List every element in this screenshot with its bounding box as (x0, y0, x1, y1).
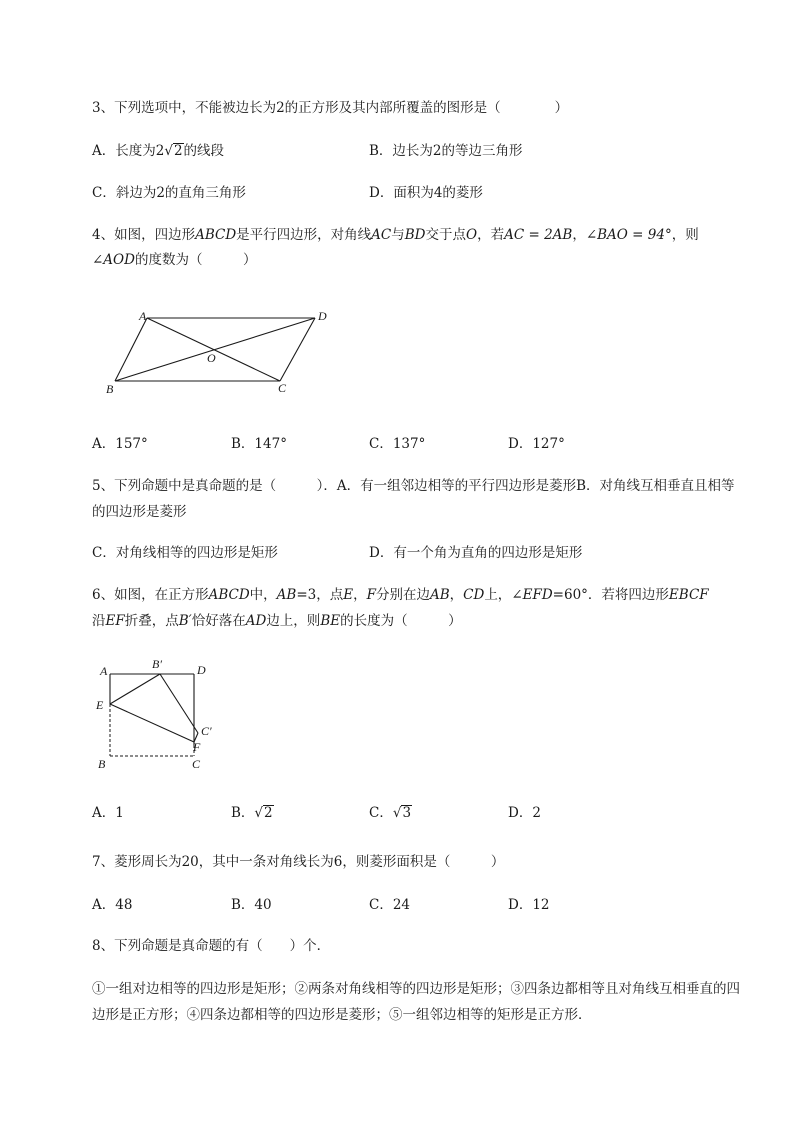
q8-stem: 8、下列命题是真命题的有（ ）个． (92, 938, 331, 954)
q5-option-c: C．对角线相等的四边形是矩形 (92, 545, 278, 561)
q4-option-b: B．147° (231, 436, 287, 452)
q4-label-o: O (207, 351, 216, 365)
q7-option-d: D．12 (508, 897, 550, 913)
q6-label-e: E (96, 698, 104, 712)
q4-side-ab (115, 318, 147, 381)
q7-option-b: B．40 (231, 897, 272, 913)
q8-body: ①一组对边相等的四边形是矩形；②两条对角线相等的四边形是矩形；③四条边都相等且对角线互相垂直的四边形是正方形；④四条边都相等的四边形是菱形；⑤一组邻边相等的矩形是正方形． (92, 981, 740, 1023)
q6-label-f: F (193, 740, 201, 754)
q4-option-c: C．137° (369, 436, 426, 452)
q6-segment-eb-prime (110, 674, 160, 704)
q3-option-a: A．长度为2√2的线段 (92, 143, 225, 159)
q6-label-b-prime: B′ (152, 657, 162, 671)
q4-option-d: D．127° (508, 436, 565, 452)
q6-label-c-prime: C′ (201, 724, 212, 738)
q6-label-a: A (100, 664, 108, 678)
q4-label-d: D (318, 309, 327, 323)
q5-option-d: D．有一个角为直角的四边形是矩形 (369, 545, 583, 561)
q3-option-b: B．边长为2的等边三角形 (369, 143, 523, 159)
q6-label-b: B (98, 757, 106, 771)
q6-stem-line1: 6、如图，在正方形ABCD中，AB=3，点E，F分别在边AB，CD上，∠EFD=60°．若将四边形EBCF (92, 587, 709, 603)
q7-stem: 7、菱形周长为20，其中一条对角线长为6，则菱形面积是（ ） (92, 854, 505, 870)
q3-option-d: D．面积为4的菱形 (369, 185, 483, 201)
q5-stem: 5、下列命题中是真命题的是（ ）．A．有一组邻边相等的平行四边形是菱形B．对角线互相垂直且相等的四边形是菱形 (92, 478, 735, 520)
q6-option-c: C．√3 (369, 805, 412, 821)
q6-option-d: D．2 (508, 805, 541, 821)
q3-stem: 3、下列选项中，不能被边长为2的正方形及其内部所覆盖的图形是（ ） (92, 100, 569, 116)
q4-label-b: B (106, 382, 114, 396)
q4-stem-line1: 4、如图，四边形ABCD是平行四边形，对角线AC与BD交于点O，若AC = 2AB，∠BAO = 94°，则 (92, 227, 699, 243)
q3-option-c: C．斜边为2的直角三角形 (92, 185, 246, 201)
q7-option-c: C．24 (369, 897, 411, 913)
q6-stem-line2: 沿EF折叠，点B′恰好落在AD边上，则BE的长度为（ ） (92, 613, 462, 629)
q4-label-c: C (278, 381, 287, 395)
q4-label-a: A (139, 309, 147, 323)
q4-option-a: A．157° (92, 436, 148, 452)
q6-segment-b-prime-c-prime (160, 674, 198, 733)
q6-square-fold-figure (90, 652, 230, 777)
q7-option-a: A．48 (92, 897, 133, 913)
q6-option-a: A．1 (92, 805, 124, 821)
q6-label-c: C (192, 757, 201, 771)
q6-label-d: D (197, 663, 206, 677)
q4-parallelogram-figure (100, 305, 340, 400)
q4-stem-line2: ∠AOD的度数为（ ） (92, 252, 257, 268)
q6-fold-line-ef (110, 704, 194, 742)
q6-option-b: B．√2 (231, 805, 273, 821)
